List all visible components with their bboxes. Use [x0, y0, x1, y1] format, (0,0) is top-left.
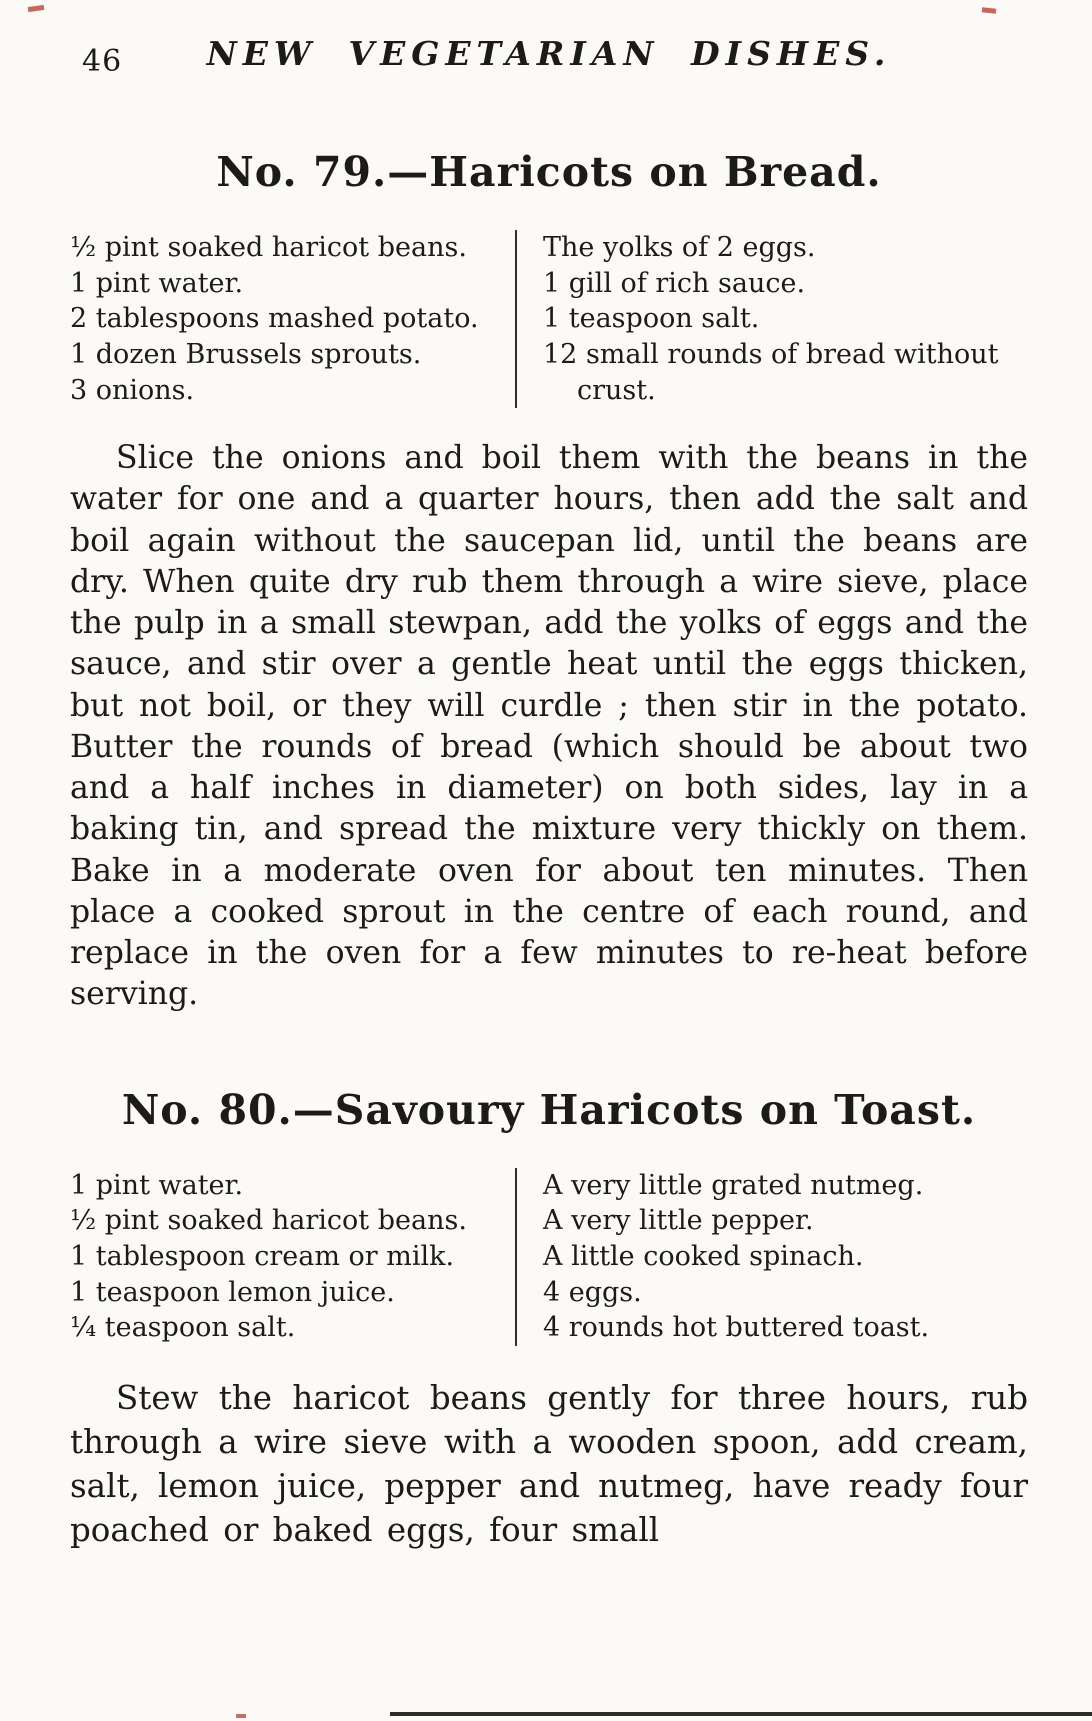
ingredient-item: 12 small rounds of bread without crust.	[543, 338, 999, 406]
ingredient-item: A little cooked spinach.	[543, 1240, 864, 1272]
recipe-80-ingredients-left	[70, 1168, 515, 1346]
ingredient-item: 1 dozen Brussels sprouts.	[70, 338, 422, 370]
ingredient-item: 4 eggs.	[543, 1276, 642, 1308]
scan-artifact-top-left	[28, 5, 45, 12]
recipe-79-ingredients-right	[515, 230, 1028, 408]
ingredient-item: 4 rounds hot buttered toast.	[543, 1312, 930, 1344]
recipe-80-instructions: Stew the haricot beans gently for three hours, rub through a wire sieve with a wooden spoon, add cream, salt, lemon juice, pepper and nutmeg, have ready four poached or baked eggs, four small	[70, 1378, 1028, 1550]
ingredient-item: 1 pint water.	[70, 1169, 244, 1201]
ingredient-item: ¼ teaspoon salt.	[70, 1312, 296, 1344]
recipe-79-instructions: Slice the onions and boil them with the beans in the water for one and a quarter hours, then add the salt and boil again without the saucepan lid, until the beans are dry. When quite dry rub them through a wire sieve, place the pulp in a small stewpan, add the yolks of eggs and the sauce, and stir over a gentle heat until the eggs thicken, but not boil, or they will curdle ; then stir in the potato. Butter the rounds of bread (which should be about two and a half inches in diameter) on both sides, lay in a baking tin, and spread the mixture very thickly on them. Bake in a moderate oven for about ten minutes. Then place a cooked sprout in the centre of each round, and replace in the oven for a few minutes to re-heat before serving.	[70, 440, 1028, 1013]
recipe-80-title: No. 80.—Savoury Haricots on Toast.	[121, 1085, 977, 1134]
recipe-80-section	[70, 1086, 1028, 1553]
recipe-79-ingredients-left	[70, 230, 515, 408]
recipe-80-ingredients-right	[515, 1168, 1028, 1346]
recipe-79-section	[70, 148, 1028, 1016]
ingredient-item: 1 teaspoon lemon juice.	[70, 1276, 395, 1308]
ingredient-item: 3 onions.	[70, 374, 195, 406]
running-head	[70, 34, 1028, 90]
ingredient-item: 1 tablespoon cream or milk.	[70, 1240, 455, 1272]
ingredient-item: 1 gill of rich sauce.	[543, 267, 806, 299]
scan-artifact-bottom-left	[236, 1714, 246, 1718]
scan-artifact-top-right	[982, 7, 996, 13]
running-header-title: NEW VEGETARIAN DISHES.	[206, 34, 892, 73]
ingredient-item: 1 pint water.	[70, 267, 244, 299]
recipe-80-ingredients	[70, 1168, 1028, 1346]
ingredient-item: ½ pint soaked haricot beans.	[70, 1205, 467, 1237]
ingredient-item: A very little grated nutmeg.	[543, 1169, 924, 1201]
ingredient-item: 1 teaspoon salt.	[543, 303, 760, 335]
scan-artifact-bottom-line	[390, 1712, 1092, 1716]
ingredient-item: 2 tablespoons mashed potato.	[70, 303, 479, 335]
ingredient-item: ½ pint soaked haricot beans.	[70, 232, 467, 263]
recipe-79-ingredients	[70, 230, 1028, 408]
page-number: 46	[82, 44, 123, 79]
ingredient-item: A very little pepper.	[543, 1205, 814, 1237]
recipe-79-title: No. 79.—Haricots on Bread.	[216, 148, 882, 196]
ingredient-item: The yolks of 2 eggs.	[543, 232, 816, 263]
